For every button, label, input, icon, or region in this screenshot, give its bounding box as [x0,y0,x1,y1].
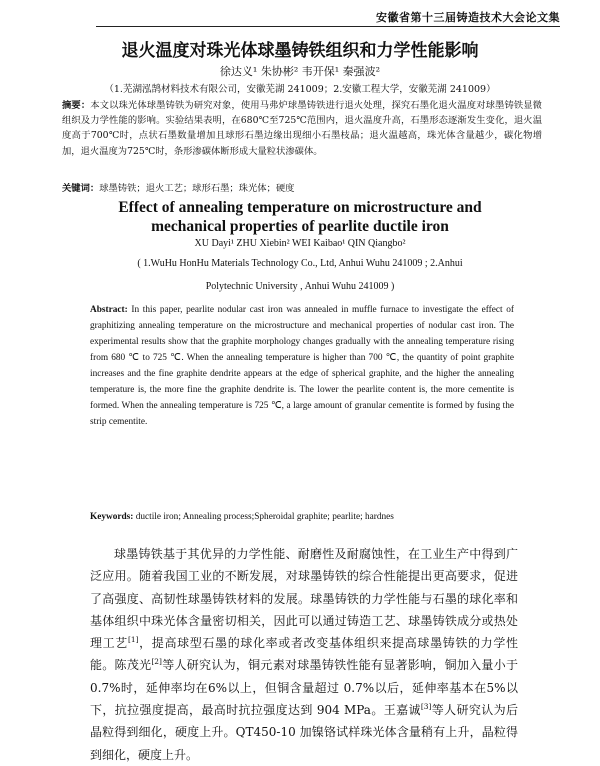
body-text [90,543,518,766]
english-keywords-text: ductile iron; Annealing process;Spheroidal graphite; pearlite; hardnes [135,512,394,522]
english-title-line-1: Effect of annealing temperature on microstructure and [118,199,482,216]
chinese-authors: 徐达义¹ 朱协彬² 韦开保¹ 秦强波² [219,65,381,78]
citation-ref-1[interactable]: [1] [127,635,139,645]
chinese-abstract-label: 摘要： [62,100,91,111]
english-abstract-text: In this paper, pearlite nodular cast iron was annealed in muffle furnace to investigate the effect of graphitizing annealing temperature on the microstructure and mechanical properties of nodular cast iron. The experimental results show that the graphite morphology changes gradually with the annealing temperature rising from 680 ℃ to 725 ℃. When the annealing temperature is higher than 700 ℃, the quantity of point graphite increases and the fine graphite dendrite appears at the edge of spherical graphite, and the higher the annealing temperature is, the more fine the graphite dendrite is. The lower the pearlite content is, the more cementite is formed. When the annealing temperature is 725 ℃, a large amount of granular cementite is formed by fusing the strip cementite. [90,305,514,427]
english-authors: XU Dayi¹ ZHU Xiebin² WEI Kaibao¹ QIN Qiangbo² [194,238,406,249]
english-affiliation-line-1: ( 1.WuHu HonHu Materials Technology Co., Ltd, Anhui Wuhu 241009 ; 2.Anhui [137,258,463,269]
english-title-line-2: mechanical properties of pearlite ductile iron [151,218,449,235]
english-abstract-label: Abstract: [90,305,128,315]
english-keywords [90,512,514,522]
citation-ref-2[interactable]: [2] [151,657,162,667]
body-paragraph [90,543,518,766]
running-header: 安徽省第十三届铸造技术大会论文集 [376,11,560,24]
body-text-part-2: ，提高球型石墨的球化率或者改变基体组织来提高球墨铸铁的力学性能。陈茂光 [90,636,518,673]
chinese-abstract [62,98,542,159]
english-title [0,198,600,236]
chinese-abstract-text: 本文以珠光体球墨铸铁为研究对象，使用马弗炉球墨铸铁进行退火处理，探究石墨化退火温度对球墨铸铁显微组织及力学性能的影响。实验结果表明，在680℃至725℃范围内，退火温度升高，石墨形态逐渐发生变化，退火温度高于700℃时，点状石墨数量增加且球形石墨边缘出现细小石墨枝晶；退火温越高，珠光体含量越少，碳化物增加，退火温度为725℃时，条形渗碳体断形成大量粒状渗碳体。 [62,100,542,157]
chinese-keywords-text: 球墨铸铁；退火工艺；球形石墨；珠光体；硬度 [99,183,295,194]
english-affiliation-line-2: Polytechnic University , Anhui Wuhu 241009 ) [205,281,395,292]
citation-ref-3[interactable]: [3] [420,702,432,712]
chinese-keywords-label: 关键词： [62,183,100,194]
chinese-affiliation: （1.芜湖泓鹄材料技术有限公司，安徽芜湖 241009；2.安徽工程大学，安徽芜湖 241009） [104,84,496,95]
english-abstract [90,302,514,430]
header-rule [96,26,560,27]
body-text-part-1: 球墨铸铁基于其优异的力学性能、耐磨性及耐腐蚀性，在工业生产中得到广泛应用。随着我国工业的不断发展，对球墨铸铁的综合性能提出更高要求，促进了高强度、高韧性球墨铸铁材料的发展。球墨铸铁的力学性能与石墨的球化率和基体组织中珠光体含量密切相关，因此可以通过铸造工艺、球墨铸铁成分或热处理工艺 [90,547,518,651]
body-text-part-3: 等人研究认为，铜元素对球墨铸铁性能有显著影响，铜加入量小于 0.7%时，延伸率均在6%以上，但铜含量超过 0.7%以后，延伸率基本在5%以下，抗拉强度提高，最高时抗拉强度达到 904 MPa。王嘉诚 [90,658,518,718]
chinese-title: 退火温度对珠光体球墨铸铁组织和力学性能影响 [121,41,479,61]
english-keywords-label: Keywords: [90,512,134,522]
body-text-part-4: 等人研究认为后晶粒得到细化，硬度上升。QT450-10 加镍铬试样珠光体含量稍有上升，晶粒得到细化，硬度上升。 [90,703,518,762]
chinese-keywords [62,180,542,194]
